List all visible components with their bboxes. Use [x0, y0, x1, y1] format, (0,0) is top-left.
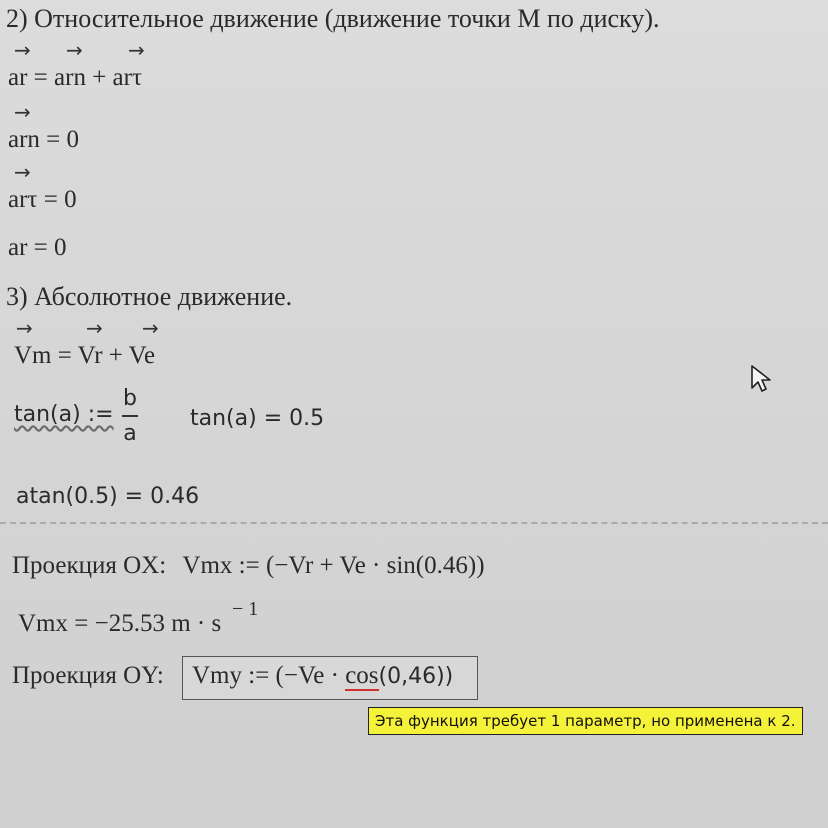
error-function-name[interactable]: cos [345, 662, 379, 689]
eq-ar[interactable]: ar = arn + arτ [8, 64, 143, 91]
tan-result[interactable]: tan(a) = 0.5 [190, 406, 325, 431]
oy-expr-after: (0,46)) [378, 664, 454, 689]
vector-arrow: → [128, 38, 145, 62]
eq-ar-zero[interactable]: ar = 0 [8, 234, 67, 261]
vmx-result-line[interactable] [18, 610, 221, 638]
region-divider [0, 522, 828, 524]
section3-heading: 3) Абсолютное движение. [6, 282, 293, 311]
ox-label: Проекция OX: [12, 552, 167, 579]
vector-arrow: → [14, 160, 31, 184]
error-tooltip: Эта функция требует 1 параметр, но применена к 2. [368, 707, 803, 735]
eq-art[interactable]: arτ = 0 [8, 186, 77, 213]
vector-arrow: → [16, 316, 33, 340]
vector-arrow: → [14, 38, 31, 62]
section2-heading: 2) Относительное движение (движение точки M по диску). [6, 4, 660, 33]
oy-label: Проекция OY: [12, 662, 164, 689]
vector-arrow: → [66, 38, 83, 62]
mouse-pointer-icon [750, 364, 772, 394]
oy-expression[interactable] [192, 662, 453, 690]
fraction-numerator: b [123, 386, 137, 411]
fraction-bar [122, 415, 138, 417]
ox-expression[interactable]: Vmx := (−Vr + Ve · sin(0.46)) [182, 552, 485, 579]
atan-result[interactable]: atan(0.5) = 0.46 [16, 484, 200, 509]
ox-projection-line[interactable] [12, 552, 485, 580]
tan-definition[interactable]: tan(a) := [14, 402, 114, 427]
fraction-denominator: a [123, 421, 137, 446]
eq-arn[interactable]: arn = 0 [8, 126, 80, 153]
vector-arrow: → [142, 316, 159, 340]
vmx-exponent: − 1 [232, 598, 259, 620]
vmx-result: Vmx = −25.53 m · s [18, 610, 222, 637]
eq-velocity[interactable]: Vm = Vr + Ve [14, 342, 156, 369]
vector-arrow: → [14, 100, 31, 124]
fraction-b-over-a [118, 386, 142, 446]
vector-arrow: → [86, 316, 103, 340]
oy-expr-before: Vmy := (−Ve · [192, 662, 346, 689]
